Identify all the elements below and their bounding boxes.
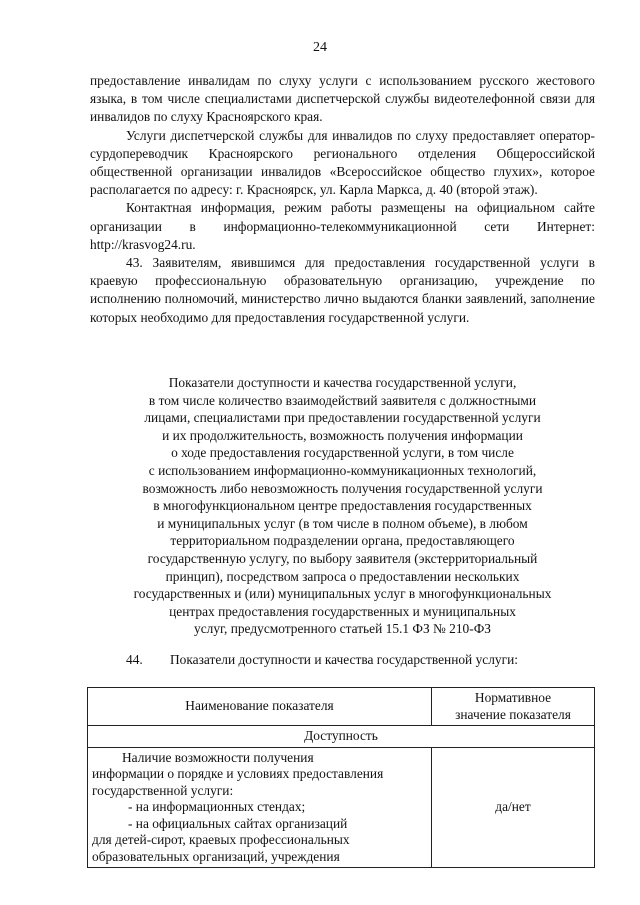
table-header-row xyxy=(88,688,595,726)
paragraph-continuation: предоставление инвалидам по слуху услуги с использованием русского жестового языка, в том числе специалистами диспетчерской службы видеотелефонной связи для инвалидов по слуху Красноярского края. xyxy=(90,73,595,125)
section-heading xyxy=(90,374,595,638)
indicator-line: - на официальных сайтах организаций xyxy=(128,815,348,831)
indicators-table xyxy=(87,687,595,868)
paragraph-44 xyxy=(126,652,518,668)
table-section-row xyxy=(88,726,595,748)
heading-line: и их продолжительность, возможность получения информации xyxy=(162,427,523,443)
heading-line: возможность либо невозможность получения государственной услуги xyxy=(142,480,543,496)
indicator-line: образовательных организаций, учреждения xyxy=(92,848,340,864)
indicator-line: государственной услуги: xyxy=(92,782,234,798)
heading-line: лицами, специалистами при предоставлении государственной услуги xyxy=(144,410,541,426)
indicator-cell xyxy=(88,747,432,868)
heading-line: и муниципальных услуг (в том числе в полном объеме), в любом xyxy=(157,515,528,531)
indicator-line: информации о порядке и условиях предоставления xyxy=(92,766,384,781)
paragraph-43: 43. Заявителям, явившимся для предоставления государственной услуги в краевую профессиональную образовательную организацию, учреждение по исполнению полномочий, министерство лично выдаются бланки заявлений, заполнение которых необходимо для предоставления государственной услуги. xyxy=(90,255,595,325)
page-number: 24 xyxy=(313,40,327,55)
heading-line: принцип), посредством запроса о предоставлении нескольких xyxy=(165,568,520,584)
heading-line: в том числе количество взаимодействий заявителя с должностными xyxy=(148,392,537,408)
heading-line: услуг, предусмотренного статьей 15.1 ФЗ № 210-ФЗ xyxy=(194,621,491,637)
table-row xyxy=(88,747,595,868)
section-accessibility: Доступность xyxy=(88,726,595,748)
header-normative-value xyxy=(432,688,595,726)
indicator-line: - на информационных стендах; xyxy=(128,799,306,814)
header-normative-line: Нормативное xyxy=(474,690,552,705)
heading-line: о ходе предоставления государственной услуги, в том числе xyxy=(171,445,514,461)
header-indicator-name: Наименование показателя xyxy=(88,688,432,726)
paragraph-44-text: Показатели доступности и качества государственной услуги: xyxy=(170,652,518,667)
heading-line: государственных и (или) муниципальных услуг в многофункциональных xyxy=(133,586,552,602)
heading-line: в многофункциональном центре предоставления государственных xyxy=(153,498,532,514)
heading-line: с использованием информационно-коммуникационных технологий, xyxy=(148,462,537,478)
indicator-line: для детей-сирот, краевых профессиональных xyxy=(92,832,350,847)
paragraph-dispatch-service: Услуги диспетчерской службы для инвалидов по слуху предоставляет оператор-сурдопереводчик Красноярского регионального отделения Общероссийской общественной организации инвалидов «Всероссийское общество глухих», которое располагается по адресу: г. Красноярск, ул. Карла Маркса, д. 40 (второй этаж). xyxy=(90,127,595,198)
body-text xyxy=(90,72,595,327)
indicator-value: да/нет xyxy=(432,747,595,868)
paragraph-number: 44. xyxy=(126,652,143,667)
header-normative-line: значение показателя xyxy=(455,706,571,722)
heading-line: государственную услугу, по выбору заявителя (экстерриториальный xyxy=(147,550,538,566)
paragraph-contact-info: Контактная информация, режим работы размещены на официальном сайте организации в информационно-телекоммуникационной сети Интернет: http://krasvog24.ru. xyxy=(90,200,595,252)
heading-line: центрах предоставления государственных и муниципальных xyxy=(169,603,516,619)
heading-line: Показатели доступности и качества государственной услуги, xyxy=(168,375,517,390)
heading-line: территориальном подразделении органа, предоставляющего xyxy=(170,533,515,549)
indicator-line: Наличие возможности получения xyxy=(122,749,314,765)
